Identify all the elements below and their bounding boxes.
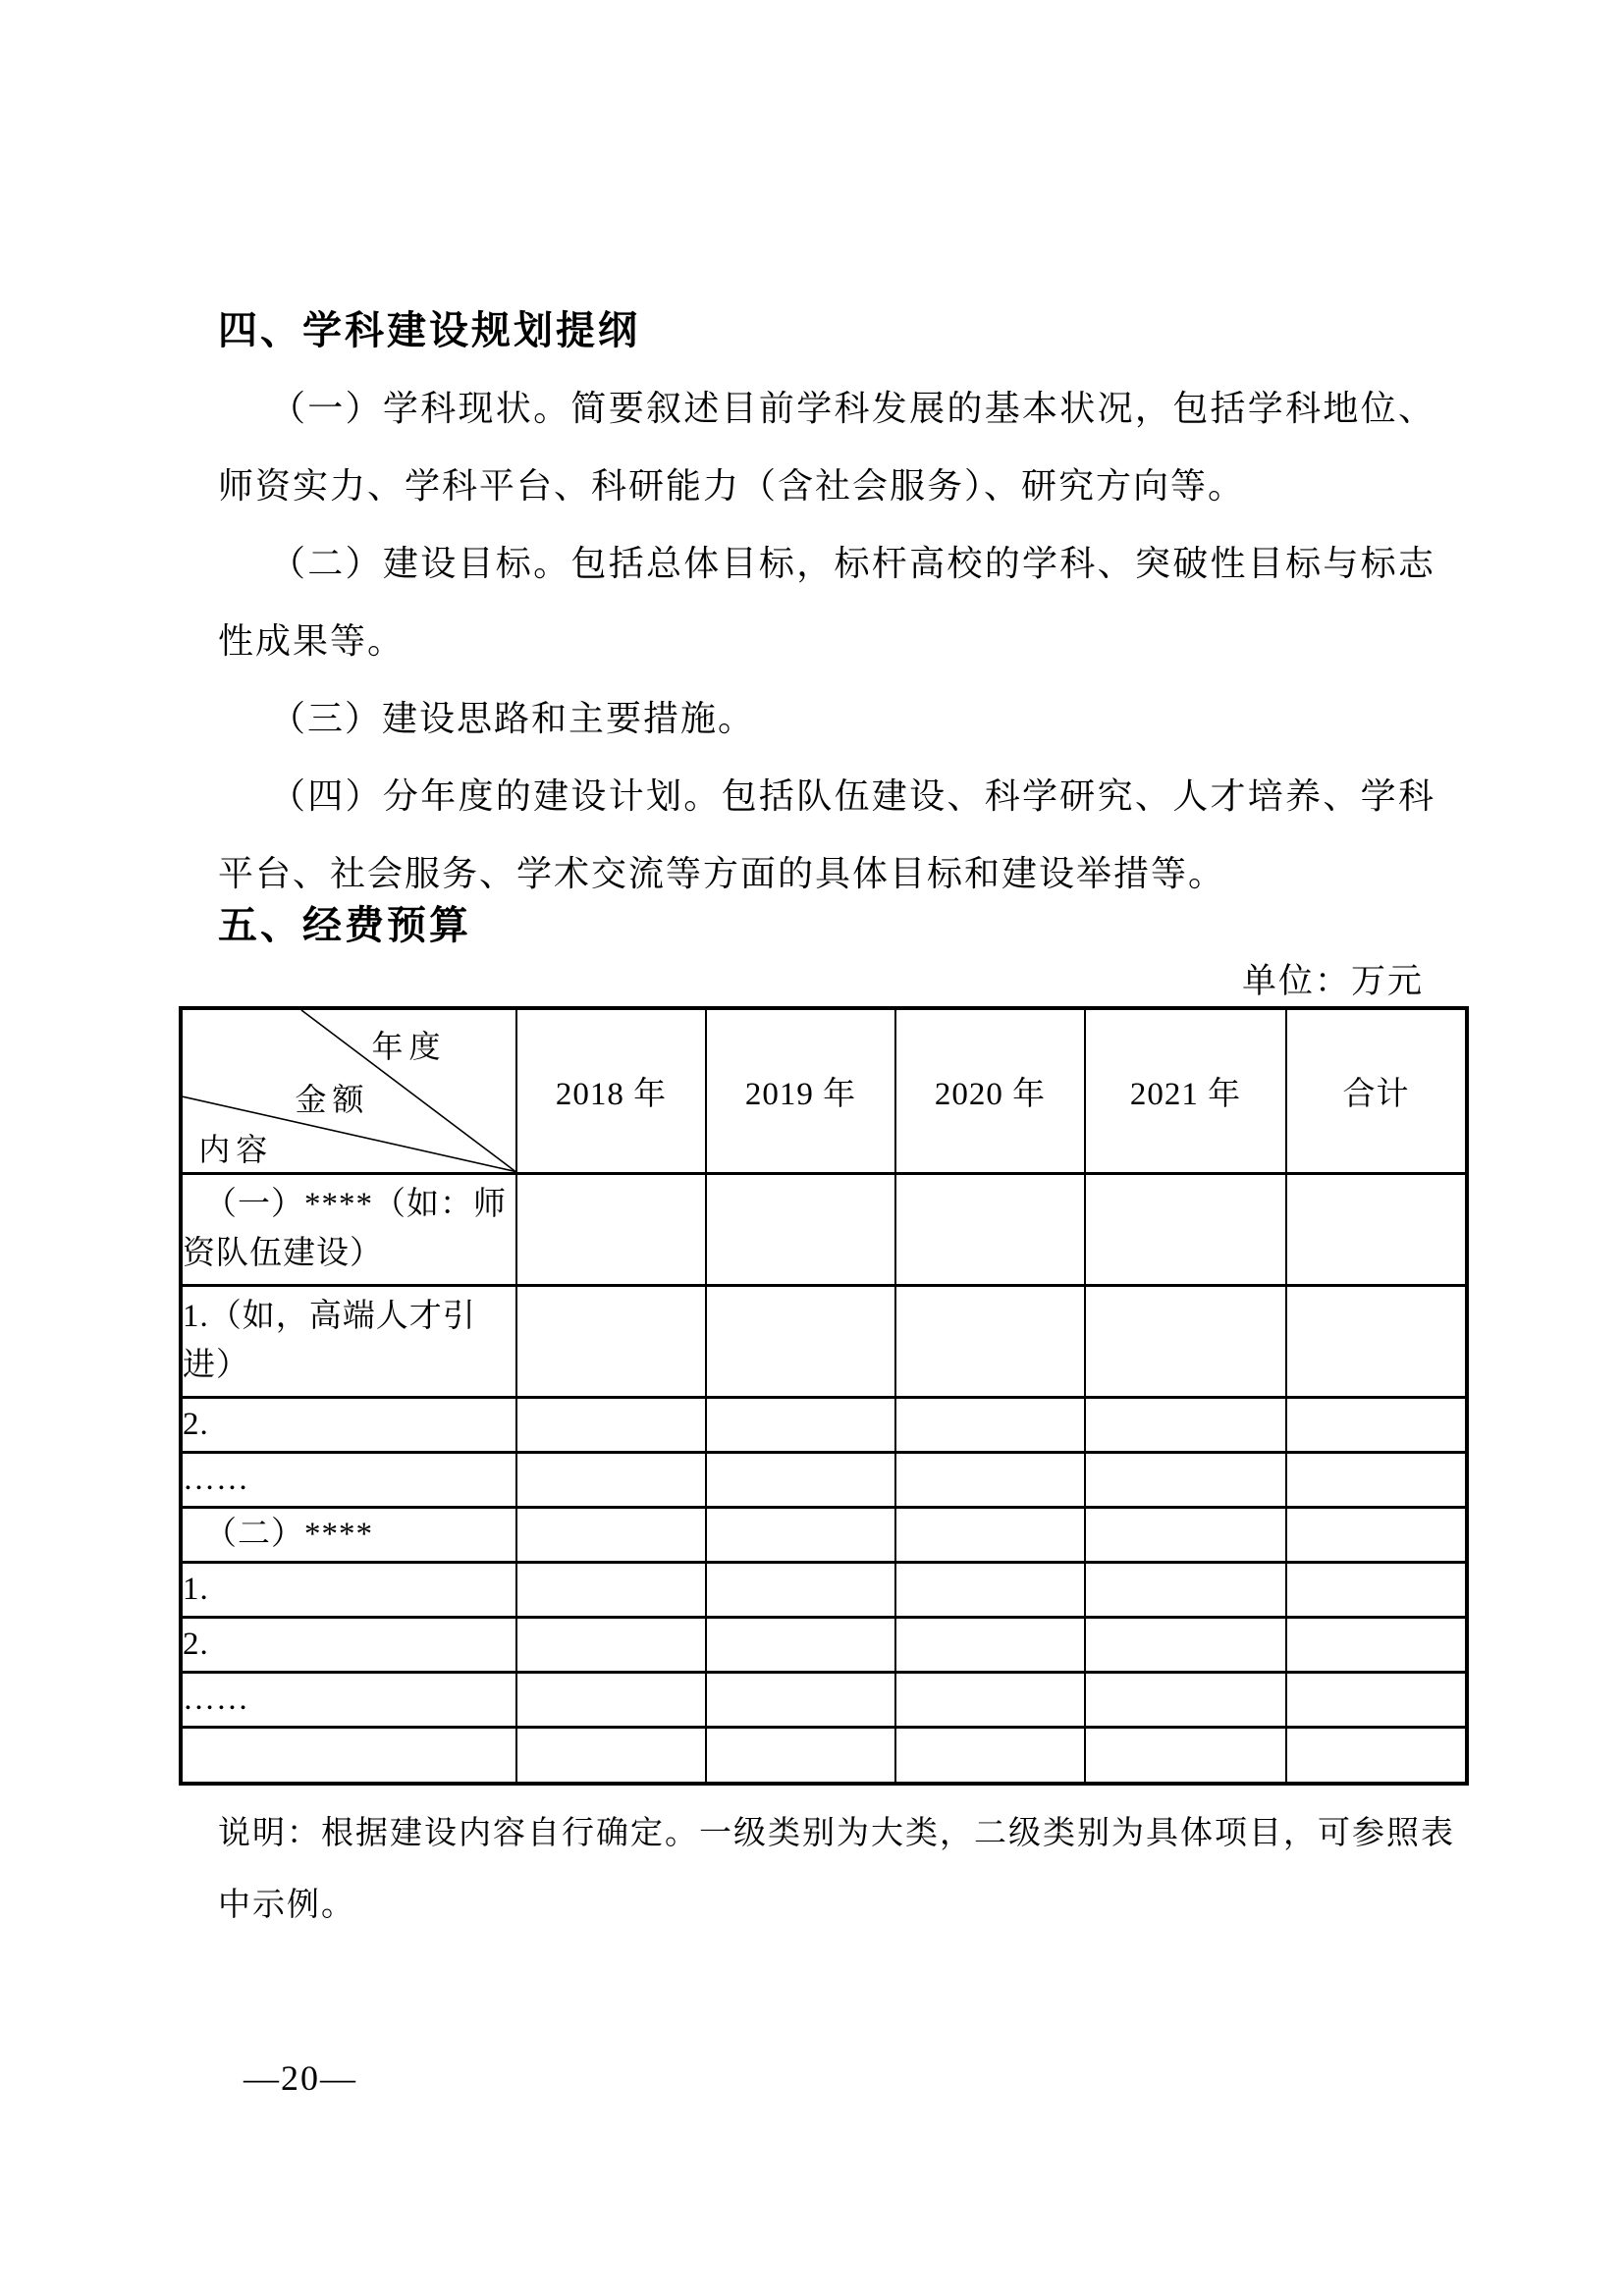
value-cell: [1286, 1562, 1467, 1617]
value-cell: [706, 1727, 895, 1784]
table-row: [181, 1672, 1467, 1727]
row-label-cell: ……: [181, 1672, 516, 1727]
value-cell: [895, 1617, 1085, 1672]
value-cell: [706, 1285, 895, 1397]
page-number: —20—: [244, 2058, 357, 2098]
value-cell: [1085, 1672, 1286, 1727]
paragraph-annual-plan: （四）分年度的建设计划。包括队伍建设、科学研究、人才培养、学科平台、社会服务、学术交流等方面的具体目标和建设举措等。: [218, 776, 1435, 893]
value-cell: [1085, 1562, 1286, 1617]
value-cell: [516, 1173, 706, 1285]
value-cell: [1085, 1397, 1286, 1452]
value-cell: [1286, 1452, 1467, 1507]
table-row: [181, 1452, 1467, 1507]
value-cell: [516, 1285, 706, 1397]
value-cell: [895, 1285, 1085, 1397]
unit-label: 单位：万元: [1241, 962, 1424, 1000]
table-header-row: [181, 1008, 1467, 1173]
value-cell: [1286, 1397, 1467, 1452]
value-cell: [1286, 1285, 1467, 1397]
diagonal-corner-cell: [181, 1008, 516, 1173]
value-cell: [706, 1617, 895, 1672]
table-row: [181, 1727, 1467, 1784]
table-row: [181, 1397, 1467, 1452]
row-label-cell: 1.: [181, 1562, 516, 1617]
col-header-2020: 2020 年: [895, 1008, 1085, 1173]
value-cell: [895, 1672, 1085, 1727]
row-label-cell: ……: [181, 1452, 516, 1507]
value-cell: [1085, 1727, 1286, 1784]
col-header-2018: 2018 年: [516, 1008, 706, 1173]
value-cell: [706, 1173, 895, 1285]
value-cell: [1085, 1285, 1286, 1397]
table-row: [181, 1507, 1467, 1562]
value-cell: [706, 1507, 895, 1562]
row-label-cell: （一）****（如：师资队伍建设）: [181, 1173, 516, 1285]
value-cell: [1286, 1507, 1467, 1562]
col-header-total: 合计: [1286, 1008, 1467, 1173]
corner-label-year: 年度: [371, 1028, 447, 1064]
value-cell: [516, 1507, 706, 1562]
value-cell: [516, 1397, 706, 1452]
value-cell: [895, 1173, 1085, 1285]
row-label-cell: [181, 1727, 516, 1784]
corner-label-amount: 金额: [295, 1081, 370, 1117]
table-row: [181, 1285, 1467, 1397]
value-cell: [1085, 1617, 1286, 1672]
value-cell: [1085, 1452, 1286, 1507]
row-label-cell: 1.（如，高端人才引进）: [181, 1285, 516, 1397]
table-row: [181, 1173, 1467, 1285]
value-cell: [895, 1397, 1085, 1452]
budget-table: [179, 1006, 1465, 1782]
table-row: [181, 1617, 1467, 1672]
section5-heading: 五、经费预算: [218, 904, 471, 947]
value-cell: [516, 1562, 706, 1617]
row-label-cell: 2.: [181, 1397, 516, 1452]
row-label-cell: （二）****: [181, 1507, 516, 1562]
value-cell: [516, 1672, 706, 1727]
table-row: [181, 1562, 1467, 1617]
value-cell: [516, 1727, 706, 1784]
section4-body: [218, 370, 1435, 913]
value-cell: [895, 1507, 1085, 1562]
paragraph-construction-goals: （二）建设目标。包括总体目标，标杆高校的学科、突破性目标与标志性成果等。: [218, 544, 1435, 661]
value-cell: [1286, 1727, 1467, 1784]
corner-label-content: 内容: [198, 1131, 274, 1167]
value-cell: [706, 1452, 895, 1507]
value-cell: [1085, 1507, 1286, 1562]
col-header-2021: 2021 年: [1085, 1008, 1286, 1173]
paragraph-discipline-status: （一）学科现状。简要叙述目前学科发展的基本状况，包括学科地位、师资实力、学科平台、科研能力（含社会服务）、研究方向等。: [218, 389, 1435, 506]
value-cell: [1286, 1173, 1467, 1285]
value-cell: [895, 1727, 1085, 1784]
paragraph-construction-approach: （三）建设思路和主要措施。: [270, 699, 756, 738]
value-cell: [1286, 1617, 1467, 1672]
value-cell: [706, 1672, 895, 1727]
table-note: 说明：根据建设内容自行确定。一级类别为大类，二级类别为具体项目，可参照表中示例。: [218, 1816, 1455, 1923]
value-cell: [516, 1617, 706, 1672]
section4-heading: 四、学科建设规划提纲: [218, 309, 640, 352]
value-cell: [1286, 1672, 1467, 1727]
value-cell: [706, 1562, 895, 1617]
col-header-2019: 2019 年: [706, 1008, 895, 1173]
row-label-cell: 2.: [181, 1617, 516, 1672]
value-cell: [1085, 1173, 1286, 1285]
value-cell: [516, 1452, 706, 1507]
value-cell: [895, 1452, 1085, 1507]
value-cell: [895, 1562, 1085, 1617]
value-cell: [706, 1397, 895, 1452]
